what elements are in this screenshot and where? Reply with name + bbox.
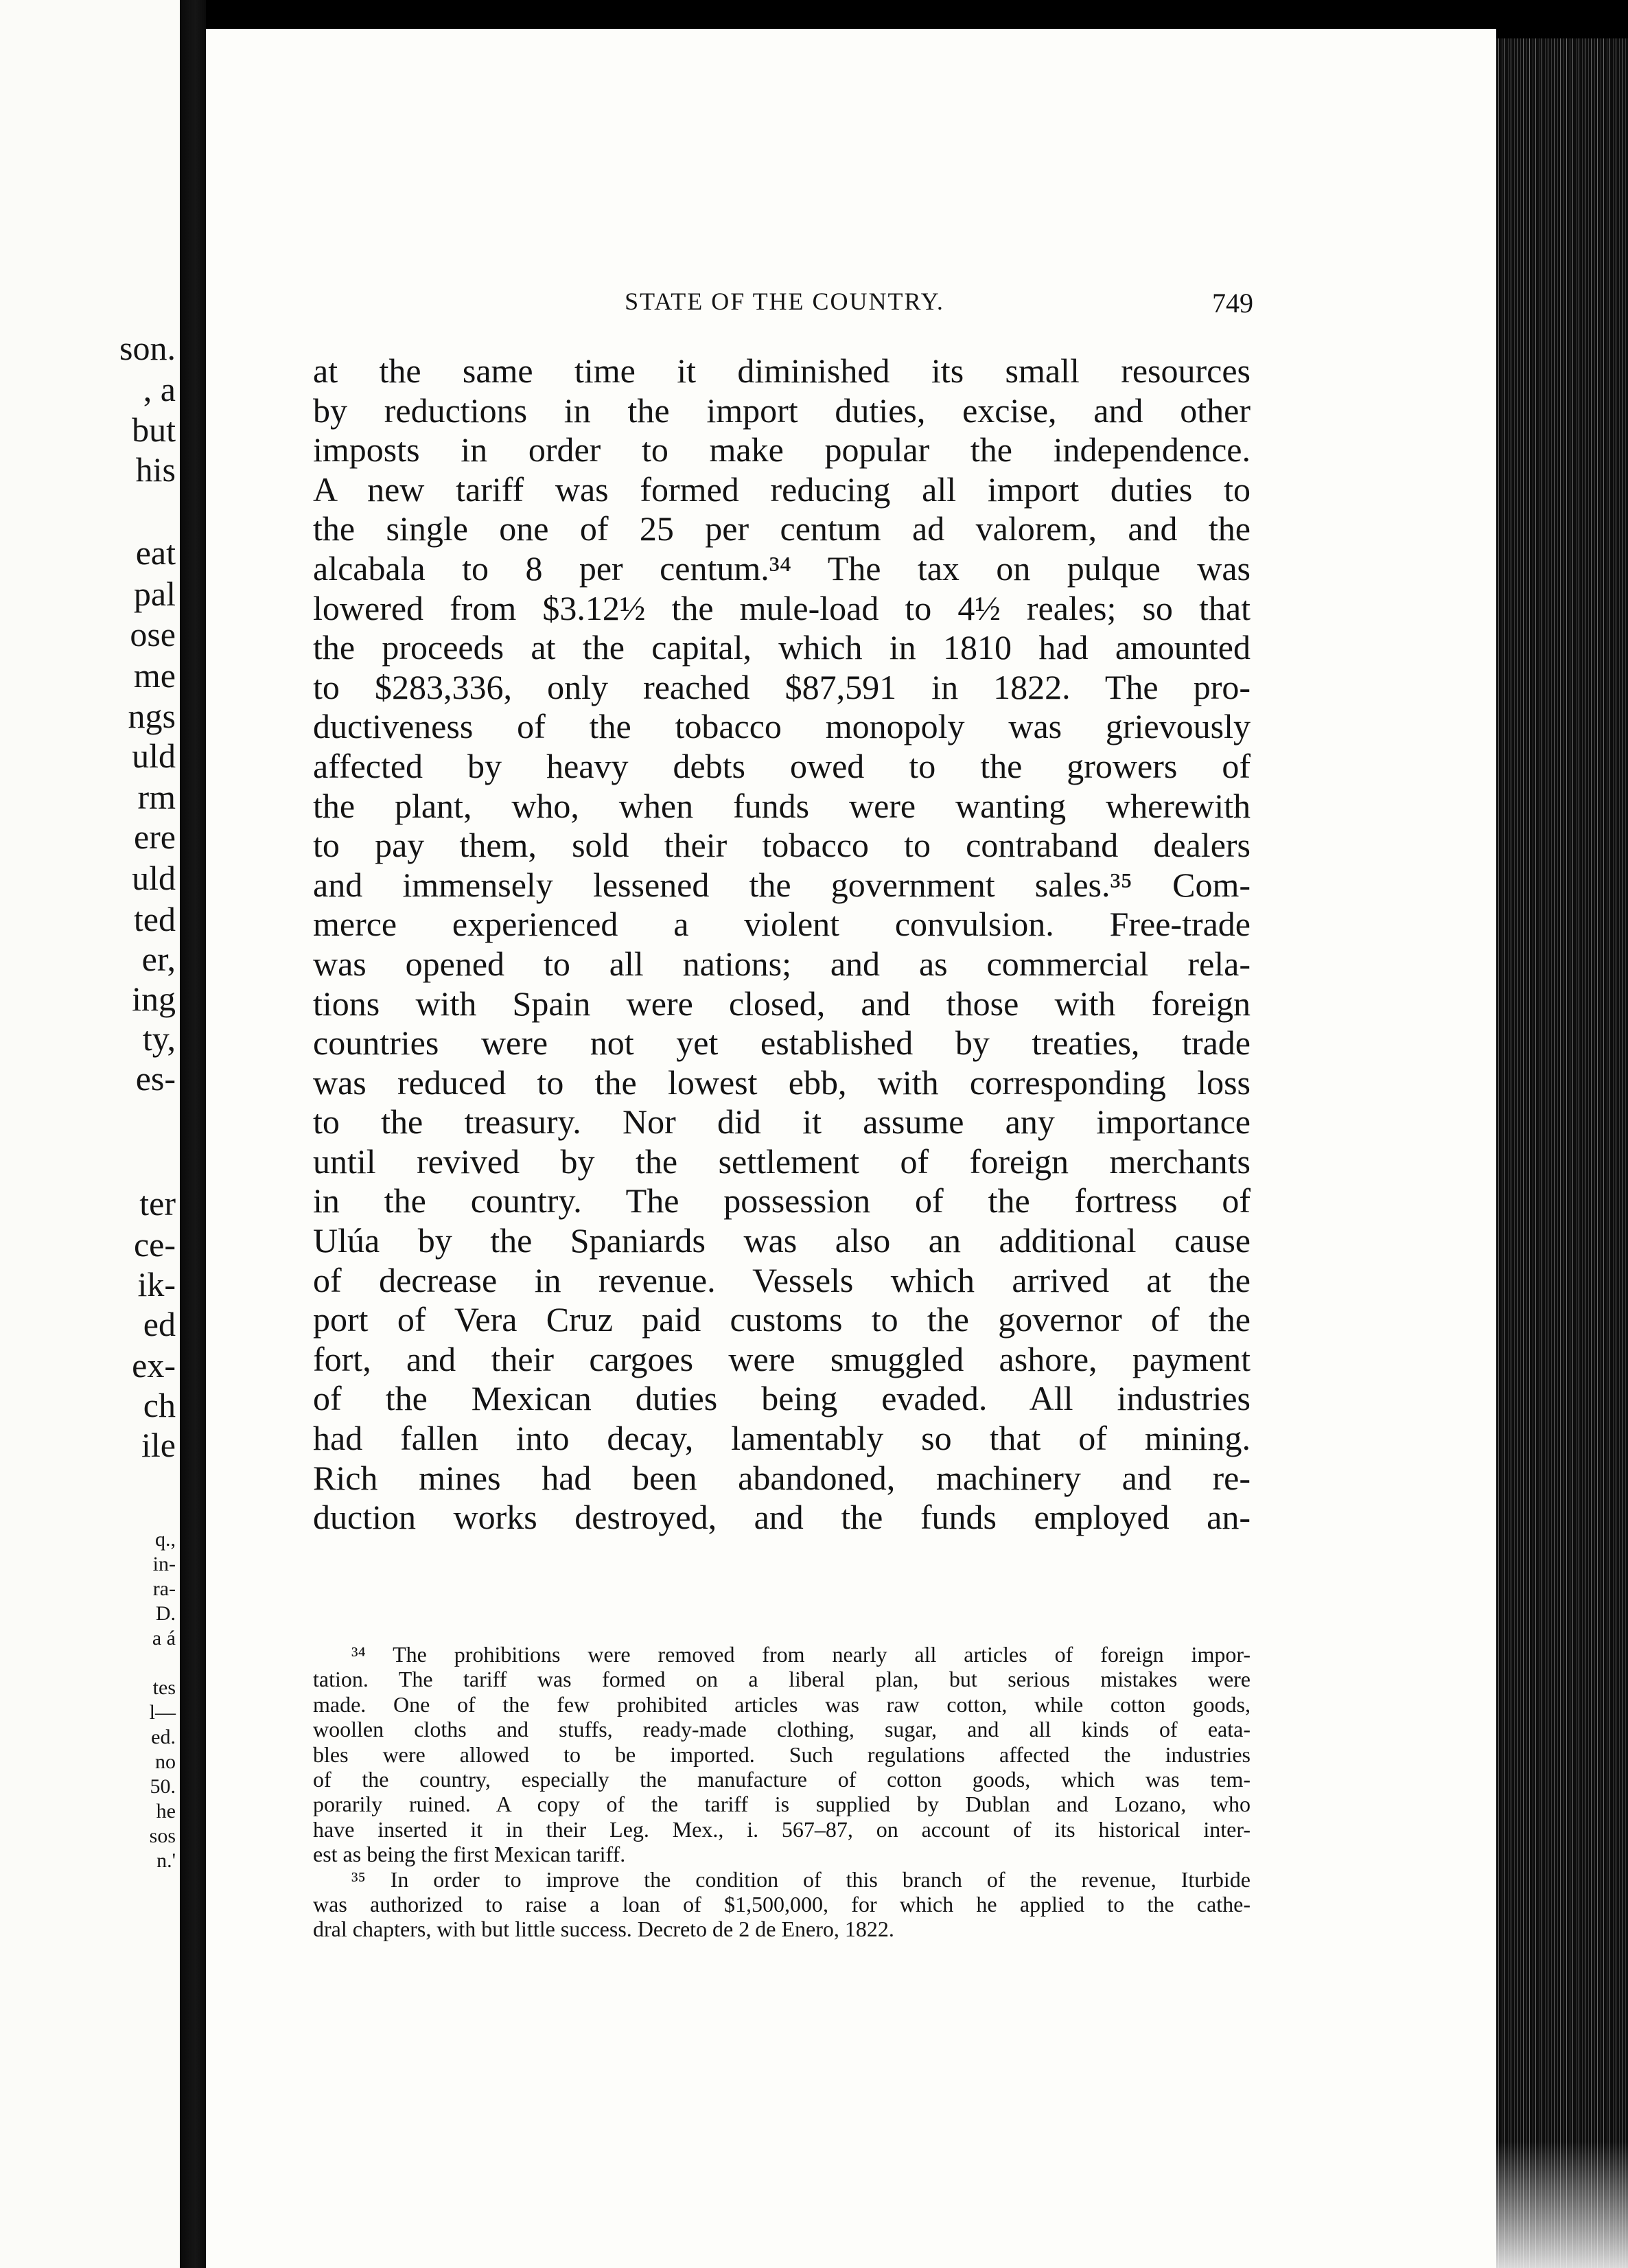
- previous-page-fragment: sos: [149, 1825, 176, 1847]
- previous-page-fragment: he: [156, 1800, 176, 1822]
- page-number: 749: [1212, 288, 1253, 319]
- footnote-line: bles were allowed to be imported. Such regulations affected the industries: [313, 1741, 1251, 1767]
- previous-page: [0, 0, 180, 2268]
- previous-page-fragment: l—: [149, 1701, 176, 1724]
- previous-page-fragment: n.': [156, 1849, 176, 1872]
- body-line: of the Mexican duties being evaded. All industries: [313, 1379, 1251, 1418]
- footnote-line: of the country, especially the manufacture of cotton goods, which was tem-: [313, 1766, 1251, 1792]
- body-line: A new tariff was formed reducing all import duties to: [313, 470, 1251, 509]
- footnote-line: have inserted it in their Leg. Mex., i. 567–87, on account of its historical inter-: [313, 1816, 1251, 1842]
- footnotes: [313, 1642, 1251, 1942]
- body-line: Rich mines had been abandoned, machinery and re-: [313, 1458, 1251, 1497]
- previous-page-fragment: 50.: [150, 1775, 176, 1798]
- body-line: at the same time it diminished its small resources: [313, 351, 1251, 390]
- previous-page-fragment: D.: [155, 1602, 176, 1625]
- footnote-line: tation. The tariff was formed on a liberal plan, but serious mistakes were: [313, 1667, 1251, 1692]
- page-edges-highlight: [1496, 2142, 1628, 2268]
- previous-page-fragment: uld: [132, 859, 176, 897]
- body-line: until revived by the settlement of foreign merchants: [313, 1142, 1251, 1181]
- previous-page-fragment: ik-: [137, 1265, 176, 1304]
- body-line: imposts in order to make popular the independence.: [313, 430, 1251, 470]
- body-line: affected by heavy debts owed to the growers of: [313, 746, 1251, 785]
- body-line: to pay them, sold their tobacco to contraband dealers: [313, 826, 1251, 865]
- previous-page-fragment: ed: [143, 1305, 176, 1343]
- previous-page-fragment: rm: [137, 778, 176, 816]
- previous-page-fragment: ce-: [133, 1225, 176, 1264]
- previous-page-fragment: es-: [135, 1059, 176, 1098]
- body-line: merce experienced a violent convulsion. Free-trade: [313, 905, 1251, 944]
- body-line: the single one of 25 per centum ad valorem, and the: [313, 509, 1251, 548]
- footnote-line: dral chapters, with but little success. Decreto de 2 de Enero, 1822.: [313, 1917, 894, 1942]
- previous-page-fragment: uld: [132, 737, 176, 775]
- previous-page-fragment: his: [135, 450, 176, 489]
- previous-page-fragment: ed.: [151, 1726, 176, 1748]
- footnote-line: ³⁵ In order to improve the condition of this branch of the revenue, Iturbide: [351, 1866, 1251, 1892]
- previous-page-fragment: but: [132, 410, 176, 449]
- body-line: ductiveness of the tobacco monopoly was grievously: [313, 707, 1251, 746]
- previous-page-fragment: , a: [143, 370, 176, 408]
- footnote-line: porarily ruined. A copy of the tariff is supplied by Dublan and Lozano, who: [313, 1792, 1251, 1817]
- book-gutter: [180, 0, 206, 2268]
- body-line: in the country. The possession of the fortress of: [313, 1181, 1251, 1220]
- previous-page-fragment: ted: [133, 900, 176, 938]
- previous-page-fragment: tes: [152, 1676, 176, 1699]
- footnote-line: ³⁴ The prohibitions were removed from nearly all articles of foreign impor-: [351, 1642, 1251, 1667]
- previous-page-fragment: ter: [139, 1184, 176, 1223]
- body-line: the plant, who, when funds were wanting wherewith: [313, 786, 1251, 825]
- footnote-line: woollen cloths and stuffs, ready-made clothing, sugar, and all kinds of eata-: [313, 1717, 1251, 1742]
- previous-page-fragment: eat: [135, 533, 176, 572]
- body-line: was reduced to the lowest ebb, with corresponding loss: [313, 1063, 1251, 1102]
- running-title: STATE OF THE COUNTRY.: [625, 288, 944, 315]
- previous-page-fragment: son.: [119, 329, 176, 367]
- body-line: had fallen into decay, lamentably so that of mining.: [313, 1419, 1251, 1458]
- body-line: to $283,336, only reached $87,591 in 1822. The pro-: [313, 667, 1251, 706]
- body-line: duction works destroyed, and the funds employed an-: [313, 1498, 1251, 1537]
- previous-page-fragment: ex-: [132, 1346, 176, 1385]
- body-line: countries were not yet established by treaties, trade: [313, 1023, 1251, 1063]
- previous-page-fragment: ile: [141, 1426, 176, 1464]
- previous-page-fragment: ose: [130, 615, 176, 653]
- body-line: Ulúa by the Spaniards was also an additional cause: [313, 1221, 1251, 1260]
- previous-page-fragment: q.,: [155, 1528, 176, 1551]
- previous-page-fragment: er,: [141, 940, 176, 978]
- previous-page-fragment: ch: [143, 1386, 176, 1424]
- body-line: to the treasury. Nor did it assume any importance: [313, 1102, 1251, 1142]
- footnote-line: est as being the first Mexican tariff.: [313, 1842, 626, 1867]
- body-line: lowered from $3.12½ the mule-load to 4½ reales; so that: [313, 588, 1251, 627]
- body-line: alcabala to 8 per centum.³⁴ The tax on pulque was: [313, 548, 1251, 588]
- previous-page-fragment: a á: [152, 1627, 176, 1650]
- previous-page-fragment: me: [133, 656, 176, 695]
- body-line: port of Vera Cruz paid customs to the governor of the: [313, 1300, 1251, 1339]
- footnote-line: was authorized to raise a loan of $1,500,000, for which he applied to the cathe-: [313, 1891, 1251, 1917]
- previous-page-fragment: ing: [132, 980, 176, 1018]
- previous-page-fragment: no: [155, 1750, 176, 1773]
- running-head: [316, 287, 1253, 321]
- previous-page-text-fragments: [0, 0, 180, 2268]
- previous-page-fragment: ngs: [128, 697, 176, 735]
- body-line: fort, and their cargoes were smuggled ashore, payment: [313, 1339, 1251, 1378]
- previous-page-fragment: ere: [133, 818, 176, 856]
- previous-page-fragment: pal: [133, 575, 176, 613]
- body-line: the proceeds at the capital, which in 1810 had amounted: [313, 628, 1251, 667]
- footnote-line: made. One of the few prohibited articles was raw cotton, while cotton goods,: [313, 1691, 1251, 1717]
- body-text: [313, 351, 1251, 1538]
- body-line: was opened to all nations; and as commercial rela-: [313, 944, 1251, 983]
- previous-page-fragment: ra-: [152, 1577, 176, 1600]
- body-line: by reductions in the import duties, excise, and other: [313, 391, 1251, 430]
- page-edges-stack: [1496, 38, 1628, 2268]
- body-line: and immensely lessened the government sales.³⁵ Com-: [313, 865, 1251, 904]
- previous-page-fragment: in-: [152, 1553, 176, 1575]
- body-line: tions with Spain were closed, and those with foreign: [313, 984, 1251, 1023]
- body-line: of decrease in revenue. Vessels which arrived at the: [313, 1260, 1251, 1299]
- previous-page-fragment: ty,: [142, 1019, 176, 1058]
